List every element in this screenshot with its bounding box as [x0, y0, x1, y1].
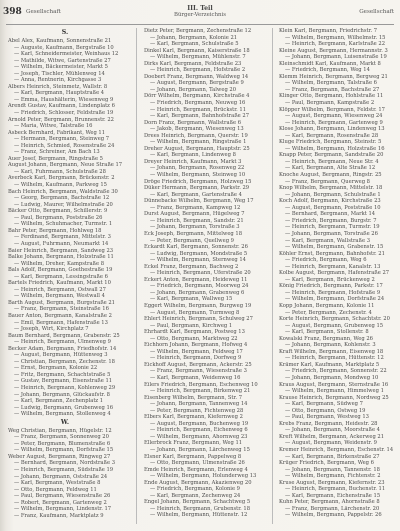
directory-entry: — Wilhelm, Bergmann, Grabenstr. 15: [285, 244, 384, 251]
directory-entry: — Friedrich, Schlosser, Feldstraße 19: [14, 110, 114, 117]
page-header: [0, 5, 400, 23]
directory-entry: — Karl, Bergmann, Weststraße 8: [14, 480, 101, 487]
directory-entry: — Wilhelm, Bergmann, Talstraße 6: [285, 80, 377, 87]
directory-entry: — Karl, Bergmann, Schulstraße 5: [150, 41, 239, 48]
directory-entry: — Karl, Bergmann, Rosenstraße 28: [285, 132, 379, 139]
directory-entry: — Heinrich, Bergmann, Neue Str. 4: [285, 158, 379, 165]
directory-entry: — Karl, Bergmann, Hauptstraße 4: [14, 90, 105, 97]
directory-entry: — Franz, Bergmann, Steinstraße 16: [14, 306, 109, 313]
directory-entry: Eckert Anton, Bergmann, Heideweg 11: [144, 276, 248, 283]
directory-entry: Emde Heinrich, Bergmann, Erlenweg 4: [144, 466, 248, 473]
directory-entry: Ehlert Heinrich, Bergmann, Schulweg 27: [144, 316, 253, 323]
directory-entry: — August, Bergmann, Grubenweg 15: [285, 322, 384, 329]
directory-entry: Baier Heinrich, Bergmann, Sandweg 23: [8, 247, 114, 254]
directory-entry: — Johann, Bergmann, Schulstraße 1: [285, 191, 381, 198]
directory-entry: Kopp Johann, Bergmann, Kolonie 11: [279, 302, 375, 309]
directory-entry: Kuhn Peter, Bergmann, Ahornstraße 8: [279, 499, 380, 506]
directory-entry: Asbeck Bernhard, Fabrikant, Weg 11: [8, 129, 106, 136]
directory-entry: — Ernst, Bergmann, Kolonie 22: [14, 365, 98, 372]
directory-entry: — Heinrich, Bergmann, Kanalstr. 13: [285, 263, 381, 270]
directory-entry: König Friedrich, Bergmann, Parkstr. 17: [279, 283, 383, 290]
directory-entry: — Mathilde, Witwe, Gartenstraße 27: [14, 57, 111, 64]
directory-entry: — August, Bergmann, Turmweg 8: [150, 309, 240, 316]
directory-entry: Dörr Wilhelm, Bergmann, Kirchstraße 4: [144, 93, 250, 100]
directory-entry: — Karl, Bergmann, Zechenweg 24: [150, 492, 241, 499]
directory-entry: — Wilhelm, Bergmann, Fichtenstr. 2: [285, 473, 381, 480]
directory-entry: — Wilhelm, Bergmann, Steinweg 10: [150, 172, 246, 179]
directory-entry: — Franz, Bergmann, Bachstraße 27: [285, 86, 380, 93]
directory-entry: — Karl, Bergmann, Wallstraße 3: [285, 237, 371, 244]
directory-entry: — Heinrich, Bergmann, Birkenweg 21: [150, 388, 251, 395]
directory-entry: Eggert Wilhelm, Bergmann, Burgweg 19: [144, 302, 252, 309]
directory-entry: — Heinrich, Bergmann, Ulmenweg 9: [14, 339, 111, 346]
directory-entry: Klöpper Wilhelm, Bergmann, Feldstr. 17: [279, 106, 385, 113]
directory-entry: Bartels Friedrich, Kaufmann, Markt 10: [8, 280, 111, 287]
directory-entry: — Franz, Bergmann, Wiesenstraße 3: [150, 368, 247, 375]
directory-entry: — Peter, Bergmann, Quellweg 9: [150, 237, 234, 244]
directory-entry: — August, Bergmann, Bergstraße 9: [150, 80, 244, 87]
directory-entry: Knapp Peter, Bergmann, Sandstraße 20: [279, 152, 384, 159]
directory-entry: — Georg, Bergmann, Bachstraße 12: [14, 195, 110, 202]
directory-entry: — Heinrich, Bergmann, Dorfweg 9: [150, 355, 242, 362]
directory-entry: Dirks Karl, Bergmann, Feldstraße 23: [144, 60, 242, 67]
directory-entry: — Johann, Bergmann, Tannenstr. 18: [285, 466, 380, 473]
directory-entry: — Otto, Bergmann, Marktweg 22: [150, 335, 238, 342]
column-divider: [272, 28, 273, 524]
directory-entry: — Karl, Bergmann, Stollenstr. 8: [285, 329, 369, 336]
directory-entry: Eck Joseph, Bergmann, Mittelweg 18: [144, 230, 243, 237]
directory-entry: Dreher August, Bergmann, Hauptstr. 25: [144, 145, 250, 152]
directory-entry: Eckel Franz, Bergmann, Bachweg 2: [144, 263, 239, 270]
part-subtitle: Bürger-Verzeichnis: [173, 12, 227, 18]
directory-entry: — Wilhelm, Schuhmacher, Turmstr. 1: [14, 221, 113, 228]
directory-entry: Durst August, Bergmann, Hügelweg 7: [144, 211, 245, 218]
directory-entry: — Otto, Bergmann, Ulmenstraße 26: [150, 460, 245, 467]
directory-entry: — Paul, Bergmann, Kirchweg 1: [150, 322, 233, 329]
directory-entry: Ellerbrock Franz, Bergmann, Weg 11: [144, 440, 243, 447]
directory-entry: Bals Adolf, Bergmann, Goethestraße 19: [8, 267, 113, 274]
directory-entry: — Karl, Fuhrmann, Schulstraße 28: [14, 168, 106, 175]
directory-entry: — Johann, Bergmann, Torstraße 3: [150, 224, 240, 231]
directory-entry: Weg Christian, Bergmann, Hügelstr. 12: [8, 427, 112, 434]
directory-entry: — Johann, Bergmann, Grabenweg 6: [150, 289, 245, 296]
directory-entry: — Friedrich, Bergmann, Moorweg 24: [150, 283, 249, 290]
directory-entry: Baum Bernhard, Bergmann, Grabenstr. 25: [8, 332, 120, 339]
directory-entry: — Gustav, Bergmann, Eisenstraße 11: [14, 378, 113, 385]
directory-entry: — Fritz, Bergmann, Schachtstraße 5: [14, 371, 111, 378]
directory-entry: Krause Heinrich, Bergmann, Nordweg 25: [279, 394, 389, 401]
directory-entry: Bäcker Otto, Bergmann, Schillerstr. 9: [8, 208, 108, 215]
directory-entry: — Emil, Bergmann, Hafenstraße 13: [14, 319, 108, 326]
directory-entry: — Auguste, Kaufmann, Bergstraße 10: [14, 44, 114, 51]
directory-entry: Engel Johann, Bergmann, Schachtweg 5: [144, 499, 251, 506]
directory-entry: — Wilhelm, Bergmann, Stollenweg 4: [14, 411, 111, 418]
directory-entry: Barth August, Bergmann, Burgstraße 21: [8, 299, 115, 306]
directory-entry: Eickhoff August, Bergmann, Ackerstr. 25: [144, 361, 252, 368]
directory-entry: Kreft Wilhelm, Bergmann, Ackerweg 21: [279, 433, 385, 440]
directory-entry: — Heinrich, Bergmann, Buchenstr. 11: [285, 486, 386, 493]
directory-entry: — Paul, Bergmann, Wiesenstraße 26: [14, 493, 111, 500]
directory-entry: — Heinrich, Schmied, Rosenstraße 24: [14, 142, 115, 149]
directory-entry: — Karl, Bergmann, Lessingstraße 6: [14, 273, 108, 280]
directory-entry: — Johann, Bergmann, Lärchenweg 15: [150, 447, 250, 453]
part-title: III. Teil: [187, 5, 213, 12]
directory-entry: Klinger Otto, Bergmann, Hohlstraße 11: [279, 93, 384, 100]
directory-entry: — Karl, Bergmann, Birkenstraße 27: [285, 453, 380, 460]
directory-entry: — Wilhelm, Bergmann, Dorfstraße 24: [285, 296, 385, 303]
directory-entry: — Johann, Bergmann, Rosenweg 22: [150, 165, 245, 172]
directory-entry: Abel Alex, Kaufmann, Sonnenstraße 21: [8, 38, 112, 44]
directory-entry: Arnold Peter, Bergmann, Brunnenstr. 22: [8, 116, 114, 123]
directory-entry: Dietz Peter, Bergmann, Zechenstraße 12: [144, 28, 252, 34]
directory-entry: — Wilhelm, Bergmann, Mühlenstr. 7: [150, 54, 246, 61]
directory-entry: Korte Heinrich, Bergmann, Schachtstr. 20: [279, 316, 390, 323]
directory-entry: — Otto, Bergmann, Feldweg 11: [14, 486, 97, 493]
directory-entry: — Emma, Haushälterin, Wiesenweg 9: [14, 96, 114, 103]
directory-entry: — August, Bergmann, Wiesenweg 24: [285, 113, 383, 120]
directory-entry: — Heinrich, Bergmann, Gartenweg 9: [285, 119, 383, 126]
directory-entry: — Christian, Bergmann, Zechenstr. 18: [14, 358, 115, 365]
directory-entry: — Wilhelm, Dreher, Kampstraße 8: [14, 260, 105, 267]
directory-entry: Elsner Karl, Bergmann, Pappelweg 8: [144, 453, 242, 460]
section-letter: S.: [61, 29, 69, 36]
directory-entry: — Heinrich, Bergmann, Südstraße 19: [14, 467, 114, 473]
directory-entry: — Karl, Bergmann, Gartenstraße 4: [150, 191, 242, 198]
directory-entry: Eilers Friedrich, Bergmann, Eschenweg 10: [144, 381, 258, 388]
directory-entry: — Wilhelm, Bergmann, Pappelstr. 26: [285, 512, 382, 519]
directory-entry: Krüger Friedrich, Bergmann, Weg 6: [279, 460, 374, 467]
directory-entry: — Wilhelm, Bäckermeister, Markt 5: [14, 64, 108, 71]
directory-entry: — Robert, Bergmann, Gartenweg 2: [14, 499, 107, 506]
directory-entry: Koch Adolf, Bergmann, Kirchstraße 23: [279, 198, 381, 205]
directory-entry: Kleinschmidt Karl, Kaufmann, Markt 8: [279, 60, 381, 67]
directory-entry: Bach Heinrich, Bergmann, Waldstraße 30: [8, 188, 118, 195]
page-number: 398: [3, 7, 22, 17]
directory-entry: — Heinrich, Bergmann, Hofstraße 9: [285, 289, 381, 296]
directory-entry: — Friedrich, Bergmann, Neuweg 16: [150, 100, 246, 107]
directory-entry: — Peter, Bergmann, Fichtenweg 28: [150, 407, 244, 414]
directory-entry: — Bernhard, Bergmann, Markt 14: [285, 211, 376, 218]
directory-entry: — Wilhelm, Bergmann, Wilhelmstr. 15: [285, 34, 386, 41]
directory-entry: — Johann, Bergmann, Glückaufstr. 8: [14, 391, 110, 398]
directory-entry: — Wilhelm, Bergmann, Dorfstraße 15: [14, 447, 114, 454]
directory-entry: — Ludwig, Bergmann, Mondstraße 5: [150, 250, 248, 257]
directory-entry: — Joseph, Wirt, Kirchplatz 7: [14, 326, 89, 333]
directory-entry: Klein Karl, Bergmann, Friedrichstr. 7: [279, 28, 378, 34]
column-2: [144, 28, 258, 526]
directory-entry: — Karl, Bergmann, Zechenplatz 1: [14, 398, 104, 405]
directory-entry: Becker Adam, Bergmann, Friedhofstr. 14: [8, 345, 117, 352]
directory-entry: — Johann, Bergmann, Talweg 20: [150, 86, 237, 93]
directory-entry: — Wilhelm, Bergmann, Holunderweg 13: [150, 473, 257, 480]
column-divider: [136, 28, 137, 524]
directory-entry: — Karl, Bergmann, Wallweg 15: [150, 296, 233, 303]
directory-entry: — Johann, Bergmann, Tannenweg 14: [150, 401, 248, 408]
directory-entry: — Peter, Bergmann, Zechenstr. 4: [285, 309, 372, 316]
directory-entry: — Wilhelm, Bergmann, Feldweg 17: [150, 348, 243, 355]
directory-entry: Dünnebacke Wilhelm, Bergmann, Weg 17: [144, 198, 254, 205]
directory-entry: — Heinrich, Bergmann, Hofstraße 2: [150, 67, 246, 74]
section-letter: W.: [60, 418, 70, 426]
directory-entry: — Karl, Bergmann, Weidenweg 16: [150, 374, 241, 381]
directory-entry: — August, Bergmann, Poststraße 10: [285, 204, 381, 211]
directory-entry: — Heinrich, Bergmann, Sandstr. 21: [150, 217, 244, 224]
directory-entry: Eichhorn Johann, Bergmann, Hofweg 4: [144, 342, 248, 349]
directory-entry: — Heinrich, Bergmann, Grubenstr. 18: [150, 505, 251, 512]
directory-entry: — Heinrich, Bergmann, Karlstraße 22: [285, 41, 385, 48]
directory-entry: Drees Heinrich, Bergmann, Querstr. 19: [144, 132, 248, 139]
directory-entry: Averbeck Karl, Bergmann, Brückenstr. 2: [8, 175, 115, 182]
directory-entry: — Friedrich, Bergmann, Weg 6: [285, 257, 367, 264]
directory-entry: — Karl, Schneidermeister, Weinhaus 12: [14, 51, 119, 58]
directory-entry: Eisenberg Wilhelm, Bergmann, Str. 7: [144, 394, 243, 401]
directory-entry: Kolbe August, Bergmann, Hafenstraße 27: [279, 270, 390, 277]
header-left-label: Gesellschaft: [26, 9, 61, 15]
directory-entry: — Heinrich, Bergmann, Uferstraße 20: [150, 270, 251, 277]
directory-entry: — Franz, Bergmann, Sonnenweg 20: [14, 434, 109, 441]
directory-entry: — Johann, Bergmann, Torstraße 26: [285, 230, 378, 237]
column-3: [279, 28, 393, 526]
directory-entry: Kruse August, Bergmann, Kiefernstr. 23: [279, 479, 385, 486]
directory-entry: — Friedrich, Bergmann, Burgstr. 7: [285, 217, 377, 224]
directory-entry: — August, Bergmann, Buchenweg 19: [150, 420, 249, 427]
directory-entry: — Karl, Bergmann, Südweg 7: [285, 401, 363, 408]
directory-entry: — Friedrich, Bergmann, Sonnenstr. 22: [285, 368, 387, 375]
directory-entry: Köhler Ernst, Bergmann, Bahnhofstr. 21: [279, 250, 385, 257]
header-center: [140, 5, 260, 18]
directory-entry: Kluge Friedrich, Bergmann, Steinstr. 5: [279, 139, 382, 146]
directory-entry: Arendt Gustav, Kaufmann, Lindenplatz 6: [8, 103, 115, 110]
directory-entry: Kraft Wilhelm, Bergmann, Eisenweg 18: [279, 348, 384, 355]
directory-entry: — Johann, Bergmann, Luisenstraße 19: [285, 54, 387, 61]
directory-entry: Knoche August, Bergmann, Ringstr. 25: [279, 172, 382, 179]
directory-entry: — Karl, Bergmann, Eichenstraße 15: [285, 492, 381, 499]
directory-entry: Balke Johann, Bergmann, Holzstraße 11: [8, 254, 114, 261]
directory-entry: — Johann, Bergmann, Mondweg 10: [285, 374, 379, 381]
directory-entry: Albers Heinrich, Steinmetz, Wallstr. 8: [8, 83, 108, 90]
directory-entry: Düker Hermann, Bergmann, Parkstr. 29: [144, 185, 250, 192]
directory-entry: Klose Johann, Bergmann, Lindenweg 13: [279, 126, 385, 133]
directory-entry: — Bernhard, Bergmann, Nordstraße 3: [14, 460, 116, 467]
directory-entry: — Johann, Bergmann, Kohlenstr. 3: [285, 342, 376, 349]
directory-entry: — Johann, Bergmann, Oststraße 24: [14, 473, 108, 480]
directory-entry: — Franz, Schreiner, Am Bach 13: [14, 149, 100, 156]
directory-entry: — Wilhelm, Bergmann, Ringstraße 1: [150, 139, 247, 146]
directory-entry: Bahr Peter, Bergmann, Hohlweg 18: [8, 227, 102, 234]
directory-entry: Auer Josef, Bergmann, Ringstraße 5: [8, 155, 103, 162]
directory-entry: — Maria, Witwe, Talstraße 16: [14, 123, 93, 130]
directory-entry: — Paul, Bergmann, Westweg 13: [285, 414, 369, 421]
directory-entry: — Wilhelm, Bergmann, Himmelweg 1: [285, 388, 384, 395]
directory-entry: — Heinrich, Bergmann, Brückstr. 11: [150, 106, 247, 113]
directory-entry: — Anna, Rentnerin, Kirchgasse 3: [14, 77, 102, 84]
directory-entry: — Franz, Bergmann, Kampweg 12: [150, 204, 241, 211]
directory-entry: Elbers Karl, Bergmann, Kiefernweg 2: [144, 414, 243, 421]
directory-entry: Kleine August, Bergmann, Hermannstr. 3: [279, 47, 388, 54]
directory-entry: — Friedrich, Bergmann, Weg 14: [285, 67, 370, 74]
directory-entry: — Wilhelm, Bergmann, Westwall 4: [14, 293, 105, 300]
directory-entry: Krebs Franz, Bergmann, Heidestr. 28: [279, 420, 378, 427]
directory-entry: — Wilhelm, Bergmann, Sternweg 14: [150, 257, 246, 264]
directory-entry: — Heinrich, Bergmann, Hüttenstr. 12: [285, 355, 384, 362]
directory-entry: — Karl, Bergmann, Lindenweg 8: [150, 152, 236, 159]
directory-entry: Ehrhardt Karl, Bergmann, Postweg 13: [144, 329, 245, 336]
header-right-label: Gesellschaft: [359, 9, 394, 15]
directory-entry: — Wilhelm, Bergmann, Ahornweg 23: [150, 433, 248, 440]
directory-entry: — Karl, Bergmann, Alte Straße 12: [285, 165, 376, 172]
directory-entry: — Ferdinand, Bergmann, Mittelstr. 3: [14, 234, 111, 241]
directory-entry: — Johann, Bergmann, Kolonie 21: [150, 34, 238, 41]
column-1: [8, 28, 122, 526]
directory-entry: Dinkel Karl, Bergmann, Kaiserstraße 18: [144, 47, 250, 54]
directory-entry: — Heinrich, Bergmann, Turmstr. 19: [285, 224, 380, 231]
directory-entry: — Wilhelm, Bergmann, Hüttenstr. 12: [150, 512, 248, 519]
directory-entry: — Paul, Bergmann, Kampstraße 2: [285, 100, 375, 107]
directory-entry: Dorn Franz, Bergmann, Wallstraße 6: [144, 119, 242, 126]
directory-entry: — Franz, Kaufmann, Marktplatz 9: [14, 512, 104, 519]
directory-entry: Klemm Heinrich, Bergmann, Bergweg 21: [279, 73, 388, 80]
directory-entry: — Karl, Bergmann, Brückenweg 2: [285, 276, 375, 283]
directory-entry: Ende August, Bergmann, Akazienweg 20: [144, 479, 252, 486]
directory-entry: — Ludwig, Maurer, Wilhelmstraße 20: [14, 201, 113, 208]
directory-entry: — Johann, Bergmann, Moorstraße 4: [285, 427, 380, 434]
directory-entry: — Franz, Bergmann, Lärchenstr. 20: [285, 505, 380, 512]
directory-entry: Bauer Anton, Bergmann, Kanalstraße 2: [8, 312, 112, 319]
directory-entry: Dröge Friedrich, Bergmann, Holzweg 15: [144, 178, 252, 185]
directory-entry: Doebert Franz, Bergmann, Waldweg 14: [144, 73, 249, 80]
directory-entry: — August, Bergmann, Weidenstr. 9: [285, 440, 377, 447]
directory-entry: Eckardt Karl, Bergmann, Sonnenstr. 26: [144, 244, 248, 251]
directory-entry: — August, Fuhrmann, Neumarkt 14: [14, 240, 109, 247]
directory-entry: — Otto, Bergmann, Ostweg 19: [285, 407, 366, 414]
directory-entry: Kowalski Franz, Bergmann, Weg 26: [279, 335, 373, 342]
directory-entry: — Franz, Bergmann, Querweg 8: [285, 178, 370, 185]
directory-entry: August Johann, Bergmann, Neue Straße 17: [8, 162, 122, 169]
directory-entry: Krämer Karl, Kaufmann, Marktplatz 5: [279, 361, 380, 368]
header-rule: [6, 24, 394, 25]
directory-entry: — Karl, Bergmann, Bahnhofstraße 27: [150, 113, 249, 120]
directory-entry: — Heinrich, Bergmann, Eichenweg 6: [150, 427, 248, 434]
directory-entry: Kremer Heinrich, Bergmann, Eschenstr. 14: [279, 447, 393, 453]
directory-entry: — Ludwig, Bergmann, Grubenweg 16: [14, 404, 114, 411]
directory-entry: — Joseph, Tischler, Mühlenweg 14: [14, 70, 105, 77]
directory-entry: Dreyer Heinrich, Kaufmann, Markt 3: [144, 158, 242, 165]
directory-entry: — Hermann, Bergmann, Steinweg 7: [14, 136, 110, 143]
directory-entry: — Wilhelm, Bergmann, Lindenstr. 17: [14, 506, 112, 513]
directory-entry: — Paul, Bergmann, Poststraße 26: [14, 214, 103, 221]
directory-entry: — Friedrich, Bergmann, Kolonie 9: [150, 486, 240, 493]
directory-entry: — Heinrich, Bergmann, Ostwall 27: [14, 286, 106, 293]
directory-entry: Weber August, Bergmann, Ringweg 27: [8, 453, 111, 460]
directory-entry: — Wilhelm, Kaufmann, Parkweg 15: [14, 182, 107, 189]
directory-entry: Kraus August, Bergmann, Sternstraße 16: [279, 381, 389, 388]
directory-entry: — Wilhelm, Bergmann, Holzstraße 16: [285, 145, 385, 152]
directory-entry: — Heinrich, Bergmann, Kohlenweg 29: [14, 384, 116, 391]
directory-entry: — Jakob, Bergmann, Wiesenweg 13: [150, 126, 244, 133]
directory-entry: Knop Wilhelm, Bergmann, Mittelstr. 18: [279, 185, 383, 192]
directory-entry: — Peter, Bergmann, Blumenstraße 6: [14, 440, 111, 447]
directory-entry: — August, Bergmann, Hüttenweg 3: [14, 352, 108, 359]
